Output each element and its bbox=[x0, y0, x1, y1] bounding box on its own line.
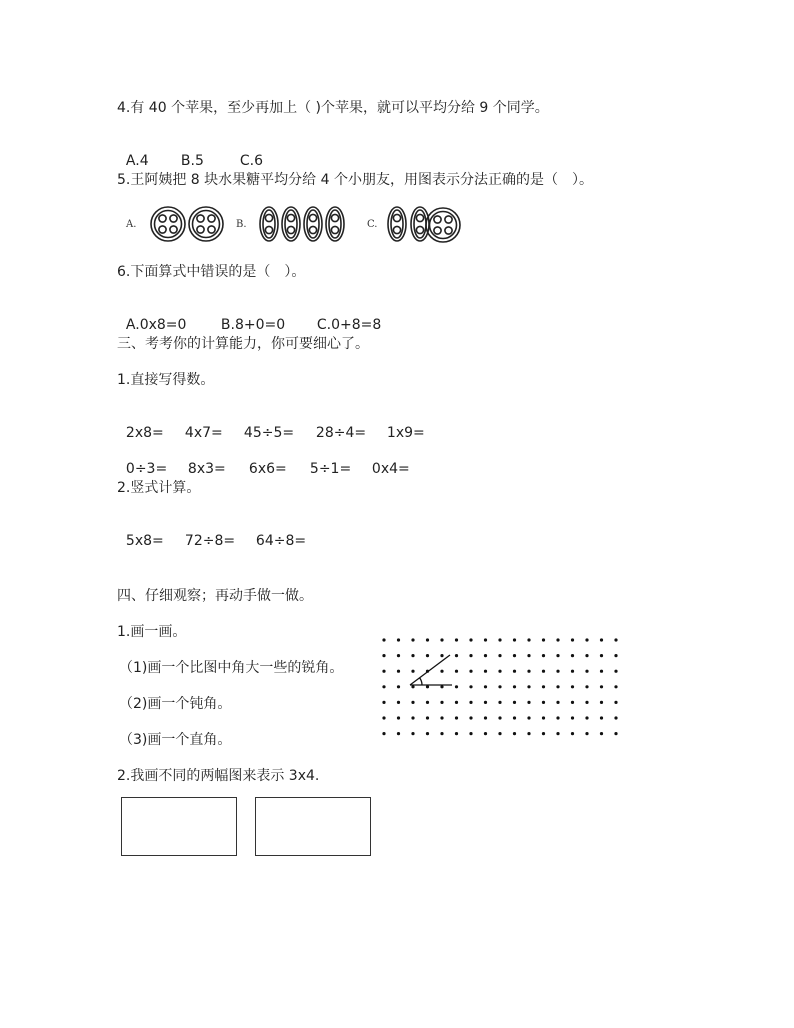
grid-dot bbox=[585, 638, 588, 641]
grid-dot bbox=[600, 701, 603, 704]
grid-dot bbox=[556, 670, 559, 673]
grid-dot bbox=[585, 685, 588, 688]
grid-dot bbox=[440, 670, 443, 673]
grid-dot bbox=[397, 732, 400, 735]
grid-dot bbox=[614, 716, 617, 719]
option-c: C.0+8=8 bbox=[316, 317, 382, 333]
calc-item: 28÷4= bbox=[315, 425, 367, 441]
grid-dot bbox=[382, 654, 385, 657]
calc-item: 2x8= bbox=[125, 425, 164, 441]
grid-dot bbox=[469, 638, 472, 641]
calc-item: 0x4= bbox=[371, 461, 410, 477]
grid-dot bbox=[542, 670, 545, 673]
draw-item-3: （3)画一个直角。 bbox=[119, 732, 232, 748]
grid-dot bbox=[556, 685, 559, 688]
grid-dot bbox=[542, 716, 545, 719]
question-6-options bbox=[117, 298, 381, 334]
grid-dot bbox=[527, 732, 530, 735]
grid-dot bbox=[455, 638, 458, 641]
grid-dot bbox=[411, 701, 414, 704]
grid-dot bbox=[440, 654, 443, 657]
grid-dot bbox=[440, 701, 443, 704]
grid-dot bbox=[614, 670, 617, 673]
grid-dot bbox=[600, 685, 603, 688]
calc-item: 45÷5= bbox=[243, 425, 295, 441]
grid-dot bbox=[498, 732, 501, 735]
vertical-calc-row bbox=[117, 514, 306, 550]
calc-item: 6x6= bbox=[248, 461, 287, 477]
grid-dot bbox=[411, 716, 414, 719]
grid-dot bbox=[571, 732, 574, 735]
grid-dot bbox=[527, 654, 530, 657]
grid-dot bbox=[397, 638, 400, 641]
grid-dot bbox=[397, 716, 400, 719]
grid-dot bbox=[513, 685, 516, 688]
grid-dot bbox=[513, 716, 516, 719]
section-3-title: 三、考考你的计算能力，你可要细心了。 bbox=[117, 336, 369, 352]
grid-dot bbox=[484, 716, 487, 719]
grid-dot bbox=[498, 685, 501, 688]
grid-dot bbox=[469, 701, 472, 704]
grid-dot bbox=[498, 701, 501, 704]
option-a: A.4 bbox=[125, 153, 149, 169]
option-b: B.8+0=0 bbox=[220, 317, 286, 333]
grid-dot bbox=[527, 638, 530, 641]
grid-dot bbox=[440, 638, 443, 641]
grid-dot bbox=[397, 685, 400, 688]
grid-dot bbox=[498, 654, 501, 657]
grid-dot bbox=[600, 732, 603, 735]
candy-grouping-diagram bbox=[140, 200, 450, 248]
grid-dot bbox=[411, 670, 414, 673]
grid-dot bbox=[382, 638, 385, 641]
grid-dot bbox=[484, 638, 487, 641]
grid-dot bbox=[542, 732, 545, 735]
grid-dot bbox=[585, 670, 588, 673]
figure-label-c: C. bbox=[367, 219, 378, 230]
grid-dot bbox=[614, 685, 617, 688]
grid-dot bbox=[527, 701, 530, 704]
question-5-text: 5.王阿姨把 8 块水果糖平均分给 4 个小朋友，用图表示分法正确的是（ ）。 bbox=[117, 172, 593, 188]
option-b: B.5 bbox=[180, 153, 204, 169]
grid-dot bbox=[585, 732, 588, 735]
grid-dot bbox=[614, 654, 617, 657]
grid-dot bbox=[571, 638, 574, 641]
section-3-sub1: 1.直接写得数。 bbox=[117, 372, 215, 388]
grid-dot bbox=[614, 638, 617, 641]
grid-dot bbox=[426, 654, 429, 657]
grid-dot bbox=[469, 732, 472, 735]
answer-box-1[interactable] bbox=[121, 797, 237, 856]
grid-dot bbox=[600, 654, 603, 657]
calc-item: 8x3= bbox=[187, 461, 226, 477]
grid-dot bbox=[513, 638, 516, 641]
grid-dot bbox=[571, 716, 574, 719]
grid-dot bbox=[455, 670, 458, 673]
grid-dot bbox=[455, 716, 458, 719]
question-6-text: 6.下面算式中错误的是（ ）。 bbox=[117, 264, 306, 280]
grid-dot bbox=[527, 685, 530, 688]
grid-dot bbox=[440, 685, 443, 688]
figure-label-a: A. bbox=[126, 219, 137, 230]
section-4-title: 四、仔细观察；再动手做一做。 bbox=[117, 588, 313, 604]
grid-dot bbox=[382, 732, 385, 735]
section-4-sub1: 1.画一画。 bbox=[117, 624, 187, 640]
grid-dot bbox=[397, 654, 400, 657]
grid-dot bbox=[585, 701, 588, 704]
grid-dot bbox=[556, 654, 559, 657]
grid-dot bbox=[484, 670, 487, 673]
example-angle bbox=[410, 655, 452, 685]
grid-dot bbox=[426, 732, 429, 735]
grid-dot bbox=[600, 670, 603, 673]
grid-dot bbox=[397, 701, 400, 704]
grid-dot bbox=[571, 701, 574, 704]
grid-dot bbox=[382, 685, 385, 688]
grid-dot bbox=[542, 701, 545, 704]
grid-dot bbox=[469, 670, 472, 673]
grid-dot bbox=[513, 701, 516, 704]
grid-dot bbox=[469, 685, 472, 688]
grid-dot bbox=[585, 716, 588, 719]
grid-dot bbox=[455, 654, 458, 657]
grid-dot bbox=[585, 654, 588, 657]
oral-calc-row-1 bbox=[117, 406, 425, 442]
grid-dot bbox=[382, 716, 385, 719]
section-3-sub2: 2.竖式计算。 bbox=[117, 480, 201, 496]
grid-dot bbox=[426, 701, 429, 704]
option-c: C.6 bbox=[239, 153, 264, 169]
grid-dot bbox=[455, 685, 458, 688]
grid-dot bbox=[614, 732, 617, 735]
grid-dot bbox=[440, 716, 443, 719]
grid-dot bbox=[411, 638, 414, 641]
grid-dot bbox=[542, 654, 545, 657]
grid-dot bbox=[556, 732, 559, 735]
candy-group-of-four-c bbox=[424, 206, 462, 244]
grid-dot bbox=[455, 732, 458, 735]
calc-item: 72÷8= bbox=[184, 533, 236, 549]
grid-dot bbox=[571, 654, 574, 657]
grid-dot bbox=[614, 701, 617, 704]
grid-dot bbox=[382, 701, 385, 704]
answer-box-2[interactable] bbox=[255, 797, 371, 856]
grid-dot bbox=[426, 638, 429, 641]
grid-dot bbox=[426, 716, 429, 719]
grid-dot bbox=[556, 701, 559, 704]
grid-dot bbox=[542, 638, 545, 641]
question-4-text: 4.有 40 个苹果，至少再加上（ )个苹果，就可以平均分给 9 个同学。 bbox=[117, 100, 549, 116]
dot-grid bbox=[378, 632, 628, 738]
grid-dot bbox=[382, 670, 385, 673]
grid-dot bbox=[397, 670, 400, 673]
grid-dot bbox=[600, 638, 603, 641]
grid-dot bbox=[469, 654, 472, 657]
grid-dot bbox=[469, 716, 472, 719]
draw-item-1: （1)画一个比图中角大一些的锐角。 bbox=[119, 660, 344, 676]
grid-dot bbox=[527, 716, 530, 719]
calc-item: 0÷3= bbox=[125, 461, 168, 477]
section-4-sub2: 2.我画不同的两幅图来表示 3x4. bbox=[117, 768, 320, 784]
calc-item: 64÷8= bbox=[255, 533, 307, 549]
grid-dot bbox=[513, 654, 516, 657]
figure-label-b: B. bbox=[236, 219, 247, 230]
grid-dot bbox=[556, 716, 559, 719]
grid-dot bbox=[411, 732, 414, 735]
grid-dot bbox=[440, 732, 443, 735]
calc-item: 5÷1= bbox=[309, 461, 352, 477]
grid-dot bbox=[411, 685, 414, 688]
draw-item-2: （2)画一个钝角。 bbox=[119, 696, 232, 712]
calc-item: 1x9= bbox=[386, 425, 425, 441]
option-a: A.0x8=0 bbox=[125, 317, 187, 333]
grid-dot bbox=[600, 716, 603, 719]
grid-dot bbox=[556, 638, 559, 641]
grid-dot bbox=[411, 654, 414, 657]
grid-dot bbox=[498, 670, 501, 673]
grid-dot bbox=[484, 685, 487, 688]
grid-dot bbox=[513, 670, 516, 673]
grid-dot bbox=[513, 732, 516, 735]
calc-item: 4x7= bbox=[184, 425, 223, 441]
oral-calc-row-2 bbox=[117, 442, 410, 478]
grid-dot bbox=[571, 670, 574, 673]
calc-item: 5x8= bbox=[125, 533, 164, 549]
grid-dot bbox=[542, 685, 545, 688]
grid-dot bbox=[484, 654, 487, 657]
grid-dot bbox=[571, 685, 574, 688]
grid-dot bbox=[498, 638, 501, 641]
grid-dot bbox=[527, 670, 530, 673]
grid-dot bbox=[455, 701, 458, 704]
grid-dot bbox=[426, 685, 429, 688]
grid-dot bbox=[484, 701, 487, 704]
grid-dot bbox=[498, 716, 501, 719]
grid-dot bbox=[484, 732, 487, 735]
question-4-options bbox=[117, 134, 263, 170]
